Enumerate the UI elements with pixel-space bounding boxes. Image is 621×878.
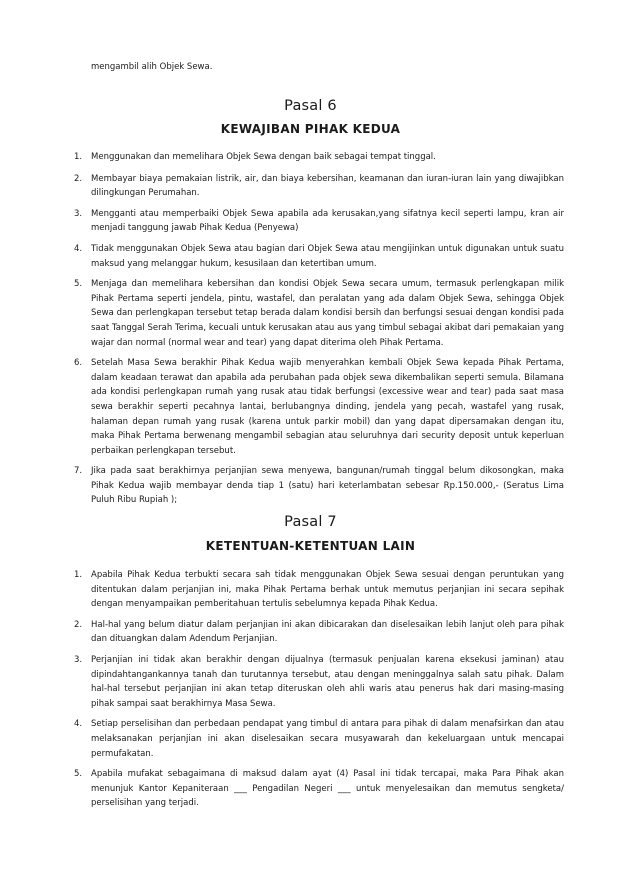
section-7-list <box>0 568 621 811</box>
list-item: 1. Menggunakan dan memelihara Objek Sewa dengan baik sebagai tempat tinggal. <box>74 152 436 162</box>
list-item: 3. Perjanjian ini tidak akan berakhir dengan dijualnya (termasuk penjualan karena eksekusi jaminan) atau dipindahtangankannya tanah dan turutannya tersebut, atau dengan meninggalnya salah satu pihak. Dalam hal-hal tersebut perjanjian ini akan tetap diteruskan oleh ahli waris atau penerus hak dari masing-masing pihak sampai saat berakhirnya Masa Sewa. <box>74 654 564 709</box>
list-item: 5. Menjaga dan memelihara kebersihan dan kondisi Objek Sewa secara umum, termasuk perlengkapan milik Pihak Pertama seperti jendela, pintu, wastafel, dan peralatan yang ada dalam Objek Sewa, sehingga Objek Sewa dan perlengkapan tersebut tetap berada dalam kondisi bersih dan berfungsi sesuai dengan kondisi pada saat Tanggal Serah Terima, kecuali untuk kerusakan atau aus yang timbul sebagai akibat dari pemakaian yang wajar dan normal (normal wear and tear) yang dapat diterima oleh Pihak Pertama. <box>74 279 564 348</box>
list-item: 2. Hal-hal yang belum diatur dalam perjanjian ini akan dibicarakan dan diselesaikan lebih lanjut oleh para pihak dan dituangkan dalam Adendum Perjanjian. <box>74 619 564 645</box>
section-number-6: Pasal 6 <box>284 98 337 114</box>
section-title-7: KETENTUAN-KETENTUAN LAIN <box>205 539 416 553</box>
list-item: 4. Tidak menggunakan Objek Sewa atau bagian dari Objek Sewa atau mengijinkan untuk digunakan untuk suatu maksud yang melanggar hukum, kesusilaan dan ketertiban umum. <box>74 243 564 269</box>
section-number-7: Pasal 7 <box>284 514 337 530</box>
intro-text: mengambil alih Objek Sewa. <box>91 62 213 72</box>
list-item: 5. Apabila mufakat sebagaimana di maksud dalam ayat (4) Pasal ini tidak tercapai, maka Para Pihak akan menunjuk Kantor Kepaniteraan ___ Pengadilan Negeri ___ untuk menyelesaikan dan memutus sengketa/ perselisihan yang terjadi. <box>74 769 564 809</box>
list-item: 1. Apabila Pihak Kedua terbukti secara sah tidak menggunakan Objek Sewa sesuai dengan peruntukan yang ditentukan dalam perjanjian ini, maka Pihak Pertama berhak untuk memutus perjanjian ini secara sepihak dengan menyampaikan pemberitahuan tertulis sebelumnya kepada Pihak Kedua. <box>74 570 564 610</box>
list-item: 2. Membayar biaya pemakaian listrik, air, dan biaya kebersihan, keamanan dan iuran-iuran lain yang diwajibkan dilingkungan Perumahan. <box>74 173 564 199</box>
list-item: 4. Setiap perselisihan dan perbedaan pendapat yang timbul di antara para pihak di dalam menafsirkan dan atau melaksanakan perjanjian ini akan diselesaikan secara musyawarah dan kekeluargaan untuk mencapai permufakatan. <box>74 719 564 759</box>
list-item: 3. Mengganti atau memperbaiki Objek Sewa apabila ada kerusakan,yang sifatnya kecil seperti lampu, kran air menjadi tanggung jawab Pihak Kedua (Penyewa) <box>74 208 564 234</box>
list-item: 7. Jika pada saat berakhirnya perjanjian sewa menyewa, bangunan/rumah tinggal belum dikosongkan, maka Pihak Kedua wajib membayar denda tiap 1 (satu) hari keterlambatan sebesar Rp.150.000,- (Seratus Lima Puluh Ribu Rupiah ); <box>74 466 564 506</box>
section-title-6: KEWAJIBAN PIHAK KEDUA <box>220 122 401 136</box>
list-item: 6. Setelah Masa Sewa berakhir Pihak Kedua wajib menyerahkan kembali Objek Sewa kepada Pihak Pertama, dalam keadaan terawat dan apabila ada perubahan pada objek sewa dikembalikan seperti semula. Bilamana ada kondisi perlengkapan rumah yang rusak atau tidak berfungsi (excessive wear and tear) pada saat masa sewa berakhir seperti pecahnya lantai, berlubangnya dinding, jendela yang pecah, wastafel yang rusak, halaman depan rumah yang rusak (karena untuk parkir mobil) dan yang dapat dipersamakan dengan itu, maka Pihak Pertama berwenang mengambil sebagian atau seluruhnya dari security deposit untuk keperluan perbaikan perlengkapan tersebut. <box>74 358 564 456</box>
section-6-list <box>0 150 621 508</box>
